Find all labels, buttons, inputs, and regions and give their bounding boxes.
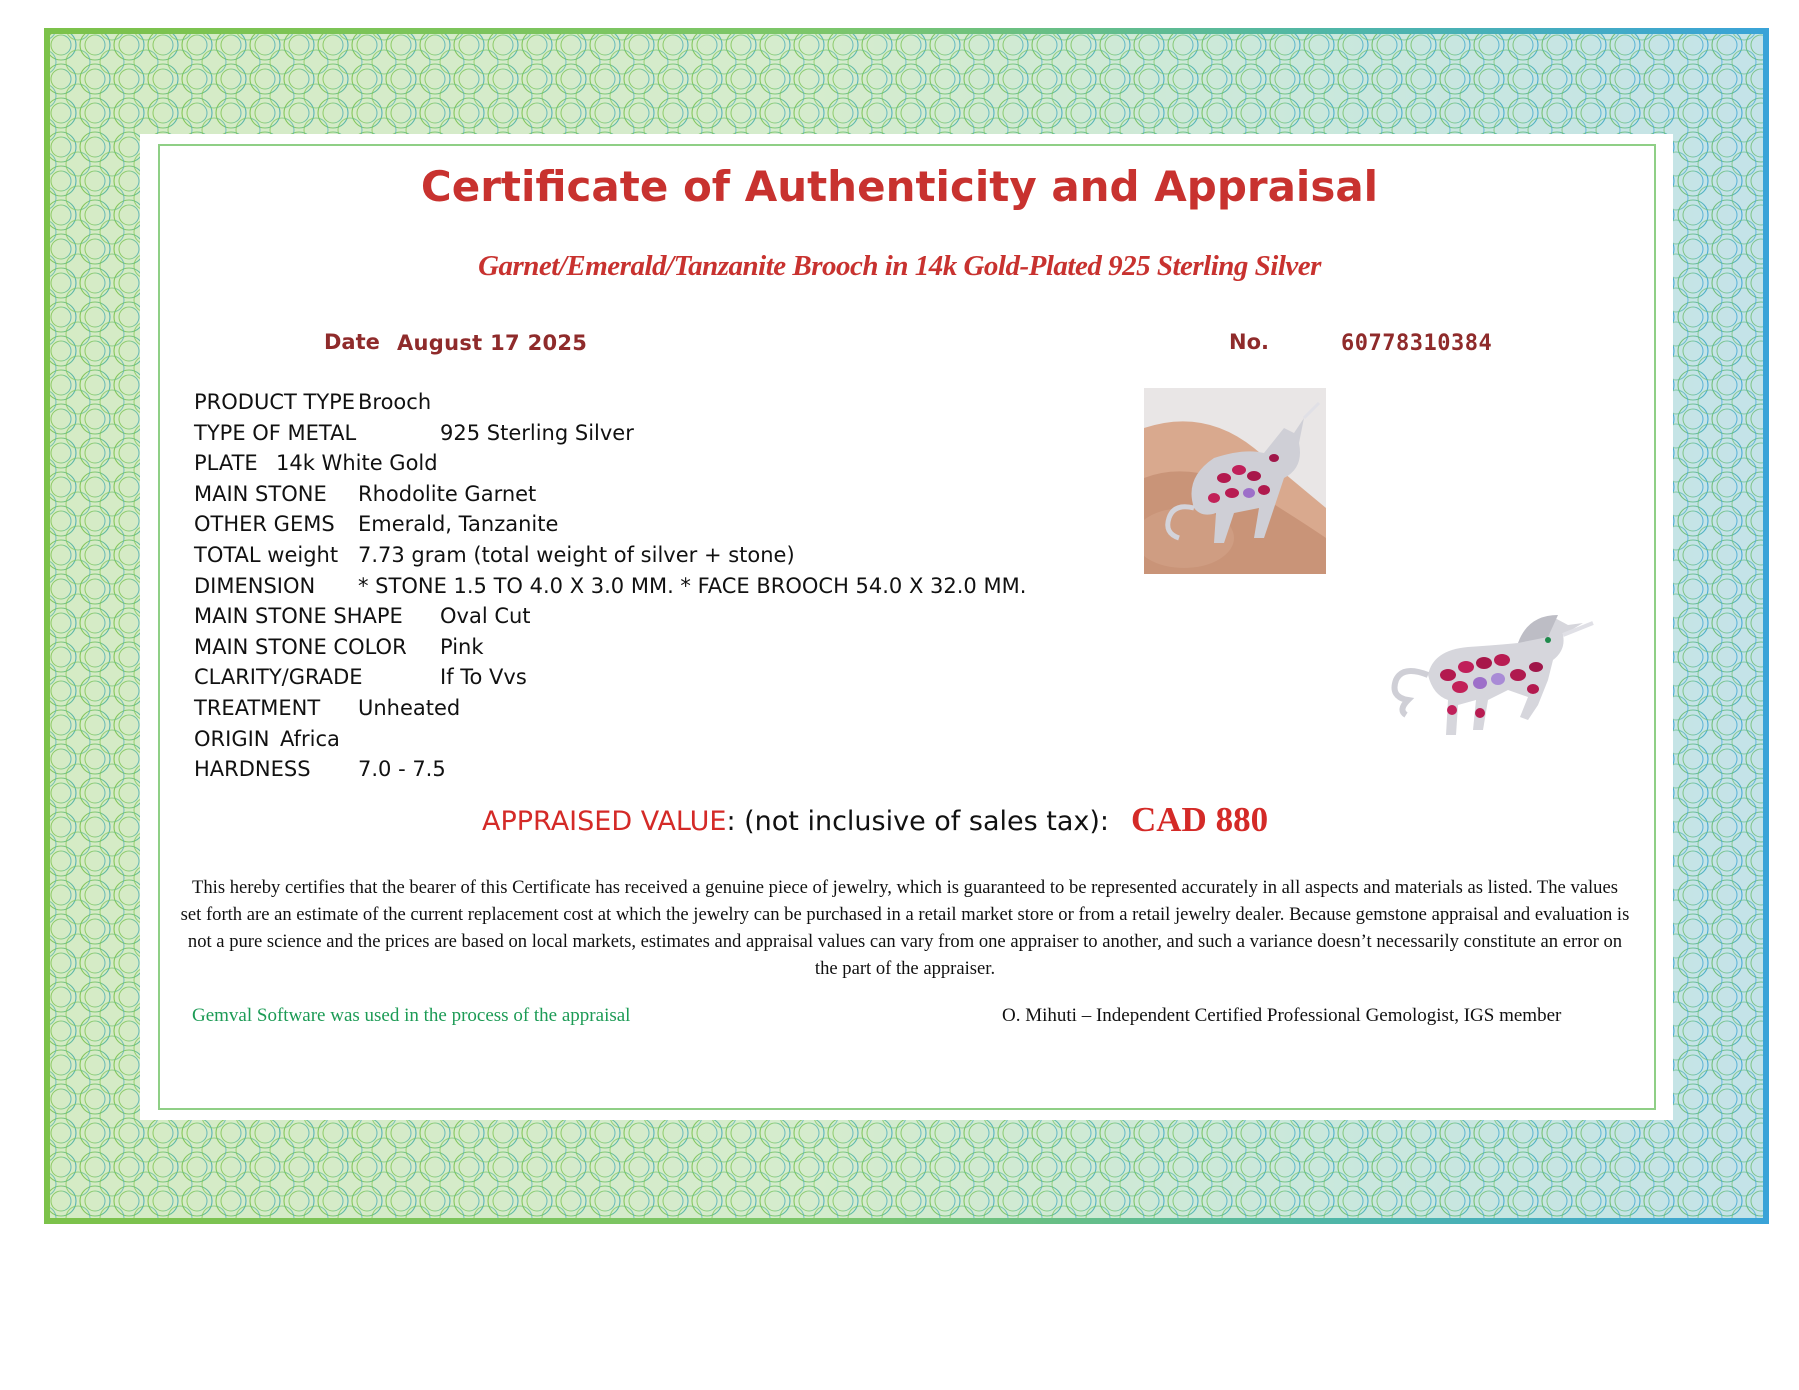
spec-value: Emerald, Tanzanite — [358, 512, 559, 537]
spec-row — [194, 757, 1094, 788]
appraised-value-note: : (not inclusive of sales tax): — [726, 806, 1109, 837]
spec-value: 7.73 gram (total weight of silver + stone) — [358, 542, 795, 567]
spec-row — [194, 543, 1094, 574]
certificate-number: 60778310384 — [1341, 331, 1493, 356]
number-label: No. — [1229, 330, 1269, 354]
spec-row — [194, 604, 1094, 635]
spec-value: Oval Cut — [440, 604, 531, 629]
spec-value: If To Vvs — [440, 665, 527, 690]
spec-row — [194, 574, 1094, 605]
date-label: Date — [324, 330, 380, 354]
spec-label: HARDNESS — [194, 757, 311, 782]
spec-label: TOTAL weight — [194, 542, 339, 567]
spec-row — [194, 451, 1094, 482]
spec-row — [194, 665, 1094, 696]
spec-label: MAIN STONE COLOR — [194, 634, 407, 659]
spec-value: 14k White Gold — [276, 451, 438, 476]
spec-label: MAIN STONE SHAPE — [194, 604, 403, 629]
spec-value: Unheated — [358, 695, 461, 720]
certificate-subtitle: Garnet/Emerald/Tanzanite Brooch in 14k Gold-Plated 925 Sterling Silver — [478, 250, 1321, 282]
spec-label: TYPE OF METAL — [194, 420, 357, 445]
spec-value: Pink — [440, 634, 484, 659]
spec-value: 7.0 - 7.5 — [358, 757, 446, 782]
spec-label: TREATMENT — [194, 695, 321, 720]
spec-value: * STONE 1.5 TO 4.0 X 3.0 MM. * FACE BROOCH 54.0 X 32.0 MM. — [358, 573, 1027, 598]
brooch-in-hand-photo — [1144, 388, 1326, 574]
spec-label: OTHER GEMS — [194, 512, 335, 537]
spec-value: Africa — [280, 726, 340, 751]
appraised-value-line — [482, 800, 1268, 840]
appraised-value-amount: CAD 880 — [1131, 800, 1269, 839]
spec-label: MAIN STONE — [194, 481, 327, 506]
unicorn-brooch-photo — [1388, 605, 1600, 747]
spec-label: PLATE — [194, 451, 258, 476]
certificate-title: Certificate of Authenticity and Appraisal — [420, 162, 1379, 211]
spec-value: Rhodolite Garnet — [358, 481, 537, 506]
software-note: Gemval Software was used in the process of the appraisal — [192, 1005, 631, 1026]
spec-label: CLARITY/GRADE — [194, 665, 363, 690]
spec-row — [194, 635, 1094, 666]
appraised-value-label: APPRAISED VALUE — [482, 806, 727, 837]
spec-row — [194, 421, 1094, 452]
spec-row — [194, 727, 1094, 758]
spec-label: PRODUCT TYPE — [194, 390, 356, 414]
spec-row — [194, 482, 1094, 513]
spec-row — [194, 696, 1094, 727]
spec-value: 925 Sterling Silver — [440, 420, 634, 445]
spec-row — [194, 390, 1094, 421]
date-value: August 17 2025 — [397, 331, 588, 355]
spec-label: ORIGIN — [194, 726, 270, 751]
certification-statement: This hereby certifies that the bearer of this Certificate has received a genuine piece of jewelry, which is guaranteed to be represented accurately in all aspects and materials as listed. The values set forth are an estimate of the current replacement cost at which the jewelry can be purchased in a retail market store or from a retail jewelry dealer. Because gemstone appraisal and evaluation is not a pure science and the prices are based on local markets, estimates and appraisal values can vary from one appraiser to another, and such a variance doesn’t necessarily constitute an error on the part of the appraiser. — [180, 877, 1630, 979]
gemologist-signature-line: O. Mihuti – Independent Certified Professional Gemologist, IGS member — [1002, 1005, 1562, 1026]
spec-value: Brooch — [358, 390, 432, 414]
spec-row — [194, 512, 1094, 543]
spec-label: DIMENSION — [194, 573, 316, 598]
specs-list — [194, 390, 1094, 788]
